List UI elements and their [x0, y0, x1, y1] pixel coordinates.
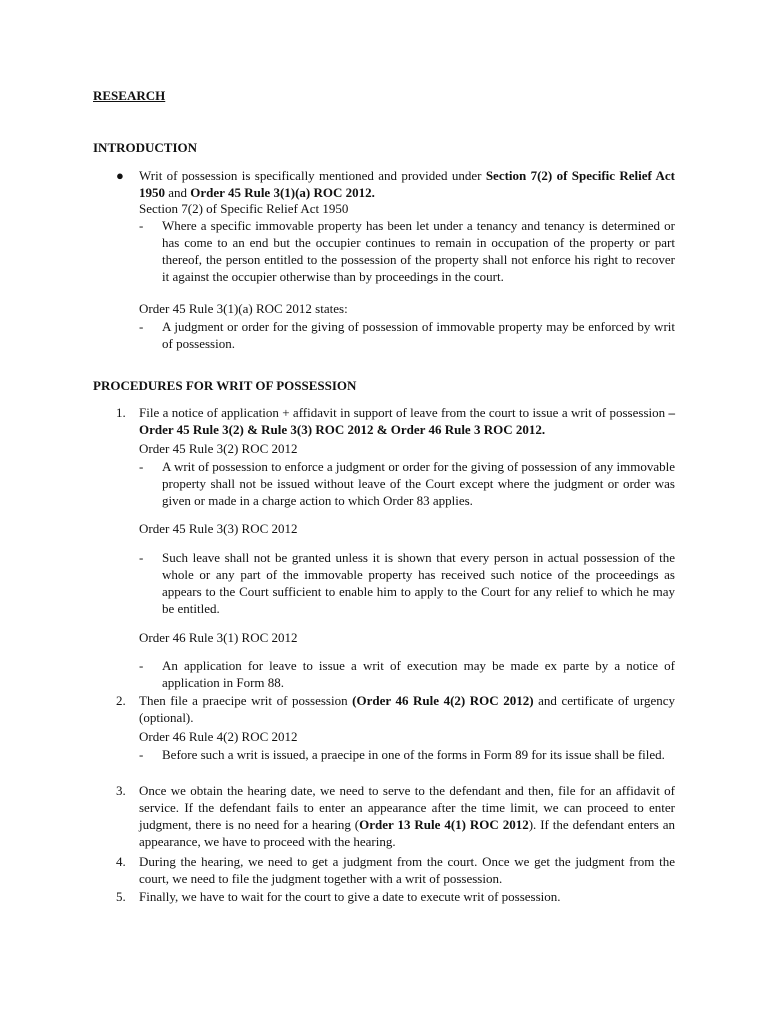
dash-marker: - [139, 550, 144, 565]
sub-title-order-45-3-2: Order 45 Rule 3(2) ROC 2012 [139, 441, 298, 456]
intro-bullet-text [139, 167, 675, 201]
sub-title-order-45-3-1a: Order 45 Rule 3(1)(a) ROC 2012 states: [139, 301, 348, 316]
step-2-body: and certificate of urgency (optional). [139, 693, 675, 725]
step-2-body: Then file a praecipe writ of possession [139, 693, 353, 708]
intro-citation-roc: Order 45 Rule 3(1)(a) ROC 2012. [190, 185, 375, 200]
sub-title-order-46-3-1: Order 46 Rule 3(1) ROC 2012 [139, 630, 298, 645]
introduction-heading: INTRODUCTION [93, 140, 198, 155]
order-45-3-1a-text: A judgment or order for the giving of possession of immovable property may be enforced by writ of possession. [162, 319, 675, 351]
step-number: 5. [116, 889, 126, 904]
order-46-3-1-text: An application for leave to issue a writ of execution may be made ex parte by a notice of application in Form 88. [162, 658, 675, 690]
dash-marker: - [139, 658, 144, 673]
step-5-text: Finally, we have to wait for the court to give a date to execute writ of possession. [139, 889, 561, 904]
sub-title-section-7-2: Section 7(2) of Specific Relief Act 1950 [139, 201, 349, 216]
order-46-4-2-text: Before such a writ is issued, a praecipe in one of the forms in Form 89 for its issue shall be filed. [162, 747, 665, 762]
sub-title-order-46-4-2: Order 46 Rule 4(2) ROC 2012 [139, 729, 298, 744]
dash-marker: - [139, 319, 144, 334]
dash-marker: - [139, 459, 144, 474]
intro-text: and [165, 185, 191, 200]
dash-marker: - [139, 747, 144, 762]
intro-citation-specific-relief: Section 7(2) of Specific Relief Act 1950 [139, 168, 675, 200]
step-1-citation: – Order 45 Rule 3(2) & Rule 3(3) ROC 2012 & Order 46 Rule 3 ROC 2012. [139, 405, 675, 437]
step-3-body: ). If the defendant enters an appearance, we have to proceed with the hearing. [139, 817, 675, 849]
procedures-heading: PROCEDURES FOR WRIT OF POSSESSION [93, 378, 357, 393]
step-3-citation: Order 13 Rule 4(1) ROC 2012 [359, 817, 529, 832]
bullet-icon: ● [116, 168, 124, 183]
document-title: RESEARCH [93, 88, 166, 103]
step-4-text: During the hearing, we need to get a judgment from the court. Once we get the judgment from the court, we need to file the judgment together with a writ of possession. [139, 854, 675, 886]
step-2-citation: (Order 46 Rule 4(2) ROC 2012) [352, 693, 534, 708]
step-1-body: File a notice of application + affidavit in support of leave from the court to issue a writ of possession [139, 405, 669, 420]
step-3-body: Once we obtain the hearing date, we need to serve to the defendant and then, file for an affidavit of service. If the defendant fails to enter an appearance after the time limit, we can proceed to enter judgment, there is no need for a hearing ( [139, 783, 675, 832]
order-45-3-2-text: A writ of possession to enforce a judgment or order for the giving of possession of any immovable property shall not be issued without leave of the Court except where the judgment or order was given or made in a charge action to which Order 83 applies. [162, 459, 675, 508]
step-number: 3. [116, 783, 126, 798]
step-3-text [139, 782, 675, 850]
step-number: 1. [116, 405, 126, 420]
step-2-text [139, 692, 675, 726]
intro-text: Writ of possession is specifically mentioned and provided under [139, 168, 486, 183]
step-number: 2. [116, 693, 126, 708]
sub-title-order-45-3-3: Order 45 Rule 3(3) ROC 2012 [139, 521, 298, 536]
step-1-text [139, 404, 675, 438]
step-number: 4. [116, 854, 126, 869]
section-7-2-text: Where a specific immovable property has been let under a tenancy and tenancy is determined or has come to an end but the occupier continues to remain in occupation of the property or part thereof, the person entitled to the possession of the property shall not enforce his right to recover it against the occupier otherwise than by proceedings in the court. [162, 218, 675, 284]
dash-marker: - [139, 218, 144, 233]
order-45-3-3-text: Such leave shall not be granted unless it is shown that every person in actual possession of the whole or any part of the immovable property has received such notice of the proceedings as appears to the Court sufficient to enable him to apply to the Court for any relief to which he may be entitled. [162, 550, 675, 616]
